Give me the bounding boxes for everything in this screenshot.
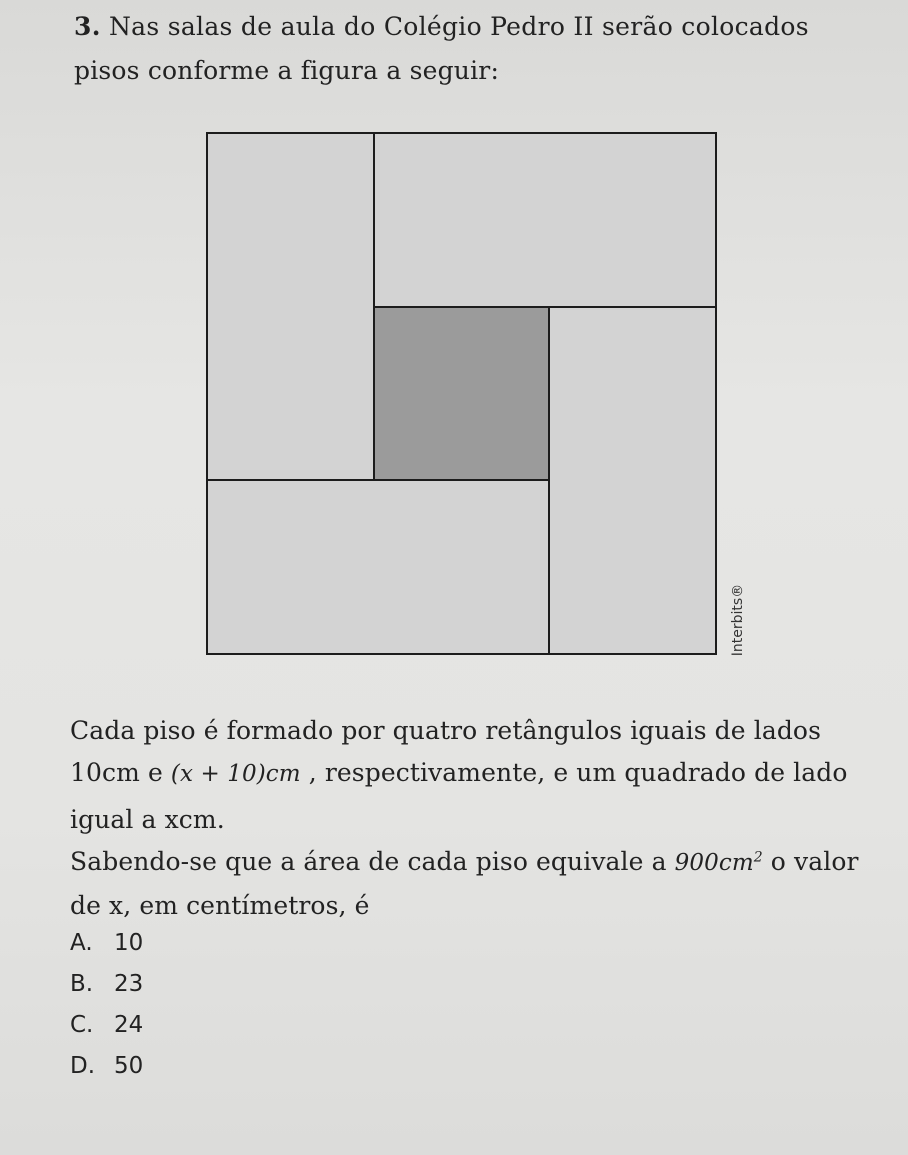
math-side-expression: (x + 10)cm — [170, 761, 301, 787]
math-area: $900cm^2$ — [674, 849, 763, 876]
rect-right — [549, 307, 716, 654]
rect-bottom — [207, 480, 549, 654]
question-number: 3. — [74, 12, 101, 41]
body-line1: Cada piso é formado por quatro retângulos iguais de lados — [70, 716, 822, 745]
question-text-line1: Nas salas de aula do Colégio Pedro II serão colocados — [108, 12, 809, 41]
question-text-line2: pisos conforme a figura a seguir: — [74, 56, 500, 85]
option-d[interactable]: D. 50 — [70, 1053, 144, 1079]
body-line2: 10cm e (x + 10)cm , respectivamente, e um quadrado de lado — [70, 758, 848, 787]
option-c[interactable]: C. 24 — [70, 1012, 144, 1038]
body-line4: Sabendo-se que a área de cada piso equivale a $900cm^2$ o valor — [70, 847, 859, 876]
option-b[interactable]: B. 23 — [70, 971, 144, 997]
body-line5: de x, em centímetros, é — [70, 891, 370, 920]
rect-left — [207, 133, 374, 480]
option-a[interactable]: A. 10 — [70, 930, 144, 956]
rect-top — [374, 133, 716, 307]
body-line3: igual a xcm. — [70, 805, 225, 834]
center-square — [374, 307, 549, 480]
figure-credit: Interbits® — [730, 583, 746, 657]
